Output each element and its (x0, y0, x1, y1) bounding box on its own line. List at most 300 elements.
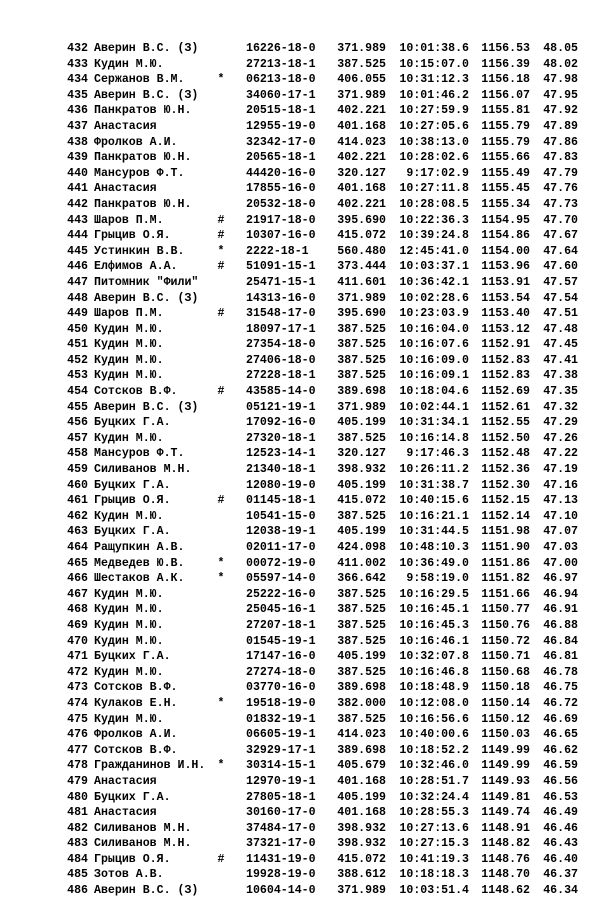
result-time: 10:16:09.0 (399, 353, 469, 367)
result-speed: 1153.40 (481, 307, 530, 321)
result-ring: 14313-16-0 (246, 291, 316, 305)
result-num: 451 (67, 338, 88, 352)
result-row (0, 400, 600, 416)
result-name: Буцких Г.А. (94, 478, 171, 492)
result-speed: 1152.83 (481, 369, 530, 383)
result-dist: 371.989 (337, 400, 386, 414)
result-row (0, 384, 600, 400)
result-dist: 387.525 (337, 665, 386, 679)
result-mark: # (217, 307, 225, 321)
result-speed: 1152.55 (481, 416, 530, 430)
result-num: 441 (67, 182, 88, 196)
result-ring: 18097-17-1 (246, 322, 316, 336)
result-row (0, 135, 600, 151)
result-ring: 17147-16-0 (246, 650, 316, 664)
result-ring: 12080-19-0 (246, 478, 316, 492)
result-time: 10:16:09.1 (399, 369, 469, 383)
result-name: Аверин В.С. (З) (94, 884, 199, 898)
result-num: 432 (67, 42, 88, 55)
result-row (0, 275, 600, 291)
result-ring: 05597-14-0 (246, 572, 316, 586)
result-dist: 405.199 (337, 478, 386, 492)
result-time: 12:45:41.0 (399, 244, 469, 258)
result-speed: 1155.66 (481, 151, 530, 165)
result-speed: 1151.86 (481, 556, 530, 570)
result-score: 47.60 (543, 260, 578, 274)
result-row (0, 368, 600, 384)
result-speed: 1155.34 (481, 197, 530, 211)
result-row (0, 244, 600, 260)
result-speed: 1156.07 (481, 88, 530, 102)
result-row (0, 509, 600, 525)
result-time: 10:18:48.9 (399, 681, 469, 695)
result-mark: * (217, 556, 225, 570)
result-name: Зотов А.В. (94, 868, 164, 882)
result-dist: 395.690 (337, 213, 386, 227)
result-row (0, 696, 600, 712)
result-name: Кулаков Е.Н. (94, 696, 178, 710)
result-speed: 1151.82 (481, 572, 530, 586)
result-ring: 51091-15-1 (246, 260, 316, 274)
result-name: Шаров П.М. (94, 213, 164, 227)
result-time: 10:16:56.6 (399, 712, 469, 726)
result-row (0, 291, 600, 307)
result-score: 46.91 (543, 603, 578, 617)
result-speed: 1156.53 (481, 42, 530, 55)
result-name: Мансуров Ф.Т. (94, 166, 185, 180)
result-time: 10:31:38.7 (399, 478, 469, 492)
result-ring: 27406-18-0 (246, 353, 316, 367)
result-time: 10:03:51.4 (399, 884, 469, 898)
result-num: 468 (67, 603, 88, 617)
result-name: Кудин М.Ю. (94, 712, 164, 726)
result-ring: 27805-18-1 (246, 790, 316, 804)
result-name: Аверин В.С. (З) (94, 88, 199, 102)
result-row (0, 790, 600, 806)
result-num: 447 (67, 275, 88, 289)
result-time: 10:01:46.2 (399, 88, 469, 102)
result-time: 9:17:46.3 (406, 447, 469, 461)
result-ring: 27228-18-1 (246, 369, 316, 383)
result-speed: 1152.30 (481, 478, 530, 492)
result-ring: 02011-17-0 (246, 541, 316, 554)
result-mark: # (217, 385, 225, 399)
result-dist: 415.072 (337, 852, 386, 866)
result-row (0, 805, 600, 821)
result-dist: 387.525 (337, 322, 386, 336)
result-ring: 30160-17-0 (246, 806, 316, 820)
result-row (0, 306, 600, 322)
result-dist: 388.612 (337, 868, 386, 882)
result-speed: 1150.72 (481, 634, 530, 648)
result-ring: 20532-18-0 (246, 197, 316, 211)
result-name: Сотсков В.Ф. (94, 385, 178, 399)
result-speed: 1149.99 (481, 743, 530, 757)
result-num: 486 (67, 884, 88, 898)
result-ring: 12955-19-0 (246, 119, 316, 133)
result-score: 46.49 (543, 806, 578, 820)
result-num: 435 (67, 88, 88, 102)
result-speed: 1151.98 (481, 525, 530, 539)
result-num: 458 (67, 447, 88, 461)
result-num: 484 (67, 852, 88, 866)
result-num: 439 (67, 151, 88, 165)
result-time: 10:16:29.5 (399, 587, 469, 601)
result-score: 47.32 (543, 400, 578, 414)
result-name: Буцких Г.А. (94, 790, 171, 804)
result-num: 436 (67, 104, 88, 118)
result-num: 475 (67, 712, 88, 726)
result-mark: * (217, 244, 225, 258)
result-time: 10:27:13.6 (399, 821, 469, 835)
result-dist: 405.199 (337, 650, 386, 664)
result-speed: 1152.14 (481, 509, 530, 523)
result-row (0, 540, 600, 556)
result-score: 46.34 (543, 884, 578, 898)
result-ring: 03770-16-0 (246, 681, 316, 695)
result-ring: 10541-15-0 (246, 509, 316, 523)
result-name: Панкратов Ю.Н. (94, 197, 192, 211)
result-num: 445 (67, 244, 88, 258)
result-row (0, 213, 600, 229)
result-ring: 25222-16-0 (246, 587, 316, 601)
result-row (0, 649, 600, 665)
result-row (0, 353, 600, 369)
result-name: Кудин М.Ю. (94, 634, 164, 648)
result-time: 10:32:46.0 (399, 759, 469, 773)
result-name: Анастасия (94, 774, 157, 788)
result-speed: 1150.03 (481, 728, 530, 742)
result-name: Панкратов Ю.Н. (94, 151, 192, 165)
result-dist: 424.098 (337, 541, 386, 554)
result-num: 433 (67, 57, 88, 71)
result-score: 46.65 (543, 728, 578, 742)
result-ring: 27207-18-1 (246, 618, 316, 632)
result-name: Силиванов М.Н. (94, 821, 192, 835)
result-mark: * (217, 696, 225, 710)
result-time: 10:16:14.8 (399, 431, 469, 445)
result-row (0, 337, 600, 353)
result-speed: 1155.49 (481, 166, 530, 180)
result-mark: * (217, 572, 225, 586)
result-ring: 21340-18-1 (246, 463, 316, 477)
result-speed: 1153.96 (481, 260, 530, 274)
result-name: Кудин М.Ю. (94, 618, 164, 632)
result-speed: 1156.18 (481, 73, 530, 87)
result-time: 10:36:42.1 (399, 275, 469, 289)
result-time: 10:38:13.0 (399, 135, 469, 149)
result-speed: 1148.76 (481, 852, 530, 866)
result-ring: 44420-16-0 (246, 166, 316, 180)
result-score: 46.56 (543, 774, 578, 788)
result-time: 9:58:19.0 (406, 572, 469, 586)
result-num: 480 (67, 790, 88, 804)
result-dist: 387.525 (337, 369, 386, 383)
result-num: 455 (67, 400, 88, 414)
result-num: 444 (67, 229, 88, 243)
result-speed: 1153.91 (481, 275, 530, 289)
result-num: 456 (67, 416, 88, 430)
result-time: 10:41:19.3 (399, 852, 469, 866)
result-num: 465 (67, 556, 88, 570)
result-row (0, 446, 600, 462)
result-dist: 398.932 (337, 837, 386, 851)
result-num: 464 (67, 541, 88, 554)
result-mark: # (217, 852, 225, 866)
result-time: 10:02:28.6 (399, 291, 469, 305)
result-name: Питомник "Фили" (94, 275, 199, 289)
result-num: 438 (67, 135, 88, 149)
result-speed: 1155.79 (481, 135, 530, 149)
result-speed: 1148.62 (481, 884, 530, 898)
result-score: 47.03 (543, 541, 578, 554)
result-score: 48.02 (543, 57, 578, 71)
result-row (0, 119, 600, 135)
result-dist: 398.932 (337, 821, 386, 835)
result-row (0, 836, 600, 852)
result-row (0, 493, 600, 509)
result-speed: 1150.71 (481, 650, 530, 664)
result-ring: 43585-14-0 (246, 385, 316, 399)
result-speed: 1153.54 (481, 291, 530, 305)
result-dist: 401.168 (337, 774, 386, 788)
result-score: 47.45 (543, 338, 578, 352)
result-dist: 414.023 (337, 135, 386, 149)
result-score: 47.19 (543, 463, 578, 477)
result-name: Шестаков А.К. (94, 572, 185, 586)
result-row (0, 431, 600, 447)
result-name: Сержанов В.М. (94, 73, 185, 87)
result-speed: 1149.81 (481, 790, 530, 804)
result-dist: 401.168 (337, 806, 386, 820)
result-speed: 1149.74 (481, 806, 530, 820)
result-dist: 387.525 (337, 338, 386, 352)
result-name: Устинкин В.В. (94, 244, 185, 258)
result-ring: 27320-18-1 (246, 431, 316, 445)
result-time: 10:22:36.3 (399, 213, 469, 227)
result-speed: 1150.68 (481, 665, 530, 679)
result-speed: 1150.12 (481, 712, 530, 726)
result-speed: 1155.79 (481, 119, 530, 133)
result-speed: 1150.18 (481, 681, 530, 695)
result-row (0, 88, 600, 104)
result-ring: 37484-17-0 (246, 821, 316, 835)
result-ring: 17092-16-0 (246, 416, 316, 430)
result-time: 10:16:21.1 (399, 509, 469, 523)
result-score: 47.86 (543, 135, 578, 149)
result-dist: 371.989 (337, 42, 386, 55)
result-num: 446 (67, 260, 88, 274)
result-num: 448 (67, 291, 88, 305)
result-num: 440 (67, 166, 88, 180)
result-time: 10:40:15.6 (399, 494, 469, 508)
result-name: Кудин М.Ю. (94, 603, 164, 617)
result-time: 10:28:55.3 (399, 806, 469, 820)
result-score: 47.79 (543, 166, 578, 180)
result-dist: 387.525 (337, 57, 386, 71)
result-time: 10:48:10.3 (399, 541, 469, 554)
result-score: 47.00 (543, 556, 578, 570)
result-score: 46.72 (543, 696, 578, 710)
result-speed: 1152.15 (481, 494, 530, 508)
result-num: 479 (67, 774, 88, 788)
result-mark: # (217, 260, 225, 274)
result-time: 10:36:49.0 (399, 556, 469, 570)
result-dist: 387.525 (337, 634, 386, 648)
result-name: Кудин М.Ю. (94, 338, 164, 352)
result-name: Буцких Г.А. (94, 416, 171, 430)
result-row (0, 478, 600, 494)
result-dist: 387.525 (337, 587, 386, 601)
result-time: 10:27:05.6 (399, 119, 469, 133)
result-time: 10:16:45.3 (399, 618, 469, 632)
result-speed: 1148.91 (481, 821, 530, 835)
result-name: Елфимов А.А. (94, 260, 178, 274)
result-dist: 371.989 (337, 291, 386, 305)
result-row (0, 462, 600, 478)
result-name: Сотсков В.Ф. (94, 743, 178, 757)
result-score: 46.53 (543, 790, 578, 804)
result-time: 10:01:38.6 (399, 42, 469, 55)
result-ring: 16226-18-0 (246, 42, 316, 55)
result-dist: 401.168 (337, 119, 386, 133)
result-ring: 05121-19-1 (246, 400, 316, 414)
result-dist: 411.601 (337, 275, 386, 289)
result-score: 47.51 (543, 307, 578, 321)
result-score: 46.69 (543, 712, 578, 726)
result-row (0, 415, 600, 431)
result-row (0, 774, 600, 790)
result-dist: 405.199 (337, 790, 386, 804)
result-score: 47.22 (543, 447, 578, 461)
result-ring: 27354-18-0 (246, 338, 316, 352)
result-ring: 37321-17-0 (246, 837, 316, 851)
result-row (0, 821, 600, 837)
result-score: 46.37 (543, 868, 578, 882)
result-ring: 34060-17-1 (246, 88, 316, 102)
result-row (0, 634, 600, 650)
result-row (0, 322, 600, 338)
result-num: 471 (67, 650, 88, 664)
result-dist: 405.199 (337, 416, 386, 430)
result-time: 10:27:15.3 (399, 837, 469, 851)
result-name: Гражданинов И.Н. (94, 759, 206, 773)
result-score: 47.35 (543, 385, 578, 399)
result-speed: 1149.99 (481, 759, 530, 773)
result-time: 10:31:34.1 (399, 416, 469, 430)
result-score: 47.76 (543, 182, 578, 196)
result-num: 466 (67, 572, 88, 586)
result-dist: 373.444 (337, 260, 386, 274)
result-dist: 406.055 (337, 73, 386, 87)
result-num: 477 (67, 743, 88, 757)
result-time: 10:28:02.6 (399, 151, 469, 165)
result-dist: 387.525 (337, 712, 386, 726)
result-num: 472 (67, 665, 88, 679)
result-row (0, 852, 600, 868)
result-num: 467 (67, 587, 88, 601)
result-score: 46.59 (543, 759, 578, 773)
result-num: 469 (67, 618, 88, 632)
result-num: 434 (67, 73, 88, 87)
result-dist: 387.525 (337, 509, 386, 523)
result-ring: 25045-16-1 (246, 603, 316, 617)
result-dist: 387.525 (337, 353, 386, 367)
result-name: Аверин В.С. (З) (94, 400, 199, 414)
result-name: Мансуров Ф.Т. (94, 447, 185, 461)
result-speed: 1152.61 (481, 400, 530, 414)
result-ring: 00072-19-0 (246, 556, 316, 570)
result-row (0, 72, 600, 88)
result-name: Кудин М.Ю. (94, 587, 164, 601)
result-row (0, 758, 600, 774)
result-score: 46.97 (543, 572, 578, 586)
result-time: 10:16:46.8 (399, 665, 469, 679)
result-ring: 10307-16-0 (246, 229, 316, 243)
result-row (0, 181, 600, 197)
result-score: 47.54 (543, 291, 578, 305)
result-score: 47.57 (543, 275, 578, 289)
result-speed: 1151.90 (481, 541, 530, 554)
result-time: 10:40:00.6 (399, 728, 469, 742)
result-num: 457 (67, 431, 88, 445)
result-score: 46.75 (543, 681, 578, 695)
result-row (0, 712, 600, 728)
result-row (0, 867, 600, 883)
result-row (0, 618, 600, 634)
result-speed: 1148.70 (481, 868, 530, 882)
result-score: 48.05 (543, 42, 578, 55)
result-row (0, 587, 600, 603)
result-row (0, 727, 600, 743)
result-ring: 21917-18-0 (246, 213, 316, 227)
result-speed: 1154.86 (481, 229, 530, 243)
result-speed: 1153.12 (481, 322, 530, 336)
result-speed: 1156.39 (481, 57, 530, 71)
result-speed: 1152.48 (481, 447, 530, 461)
result-dist: 415.072 (337, 229, 386, 243)
result-time: 10:27:59.9 (399, 104, 469, 118)
result-score: 46.88 (543, 618, 578, 632)
result-time: 10:32:24.4 (399, 790, 469, 804)
result-ring: 19928-19-0 (246, 868, 316, 882)
result-dist: 560.480 (337, 244, 386, 258)
result-mark: # (217, 494, 225, 508)
result-score: 47.92 (543, 104, 578, 118)
result-time: 10:16:04.0 (399, 322, 469, 336)
result-name: Кудин М.Ю. (94, 57, 164, 71)
result-num: 470 (67, 634, 88, 648)
result-score: 46.40 (543, 852, 578, 866)
result-time: 10:02:44.1 (399, 400, 469, 414)
result-ring: 27213-18-1 (246, 57, 316, 71)
result-name: Кудин М.Ю. (94, 322, 164, 336)
result-score: 46.78 (543, 665, 578, 679)
result-row (0, 743, 600, 759)
result-time: 10:16:07.6 (399, 338, 469, 352)
result-dist: 395.690 (337, 307, 386, 321)
result-row (0, 665, 600, 681)
result-dist: 320.127 (337, 166, 386, 180)
result-speed: 1152.69 (481, 385, 530, 399)
result-speed: 1151.66 (481, 587, 530, 601)
result-ring: 12038-19-1 (246, 525, 316, 539)
result-dist: 387.525 (337, 603, 386, 617)
result-ring: 11431-19-0 (246, 852, 316, 866)
result-dist: 389.698 (337, 743, 386, 757)
result-name: Кудин М.Ю. (94, 431, 164, 445)
result-row (0, 556, 600, 572)
